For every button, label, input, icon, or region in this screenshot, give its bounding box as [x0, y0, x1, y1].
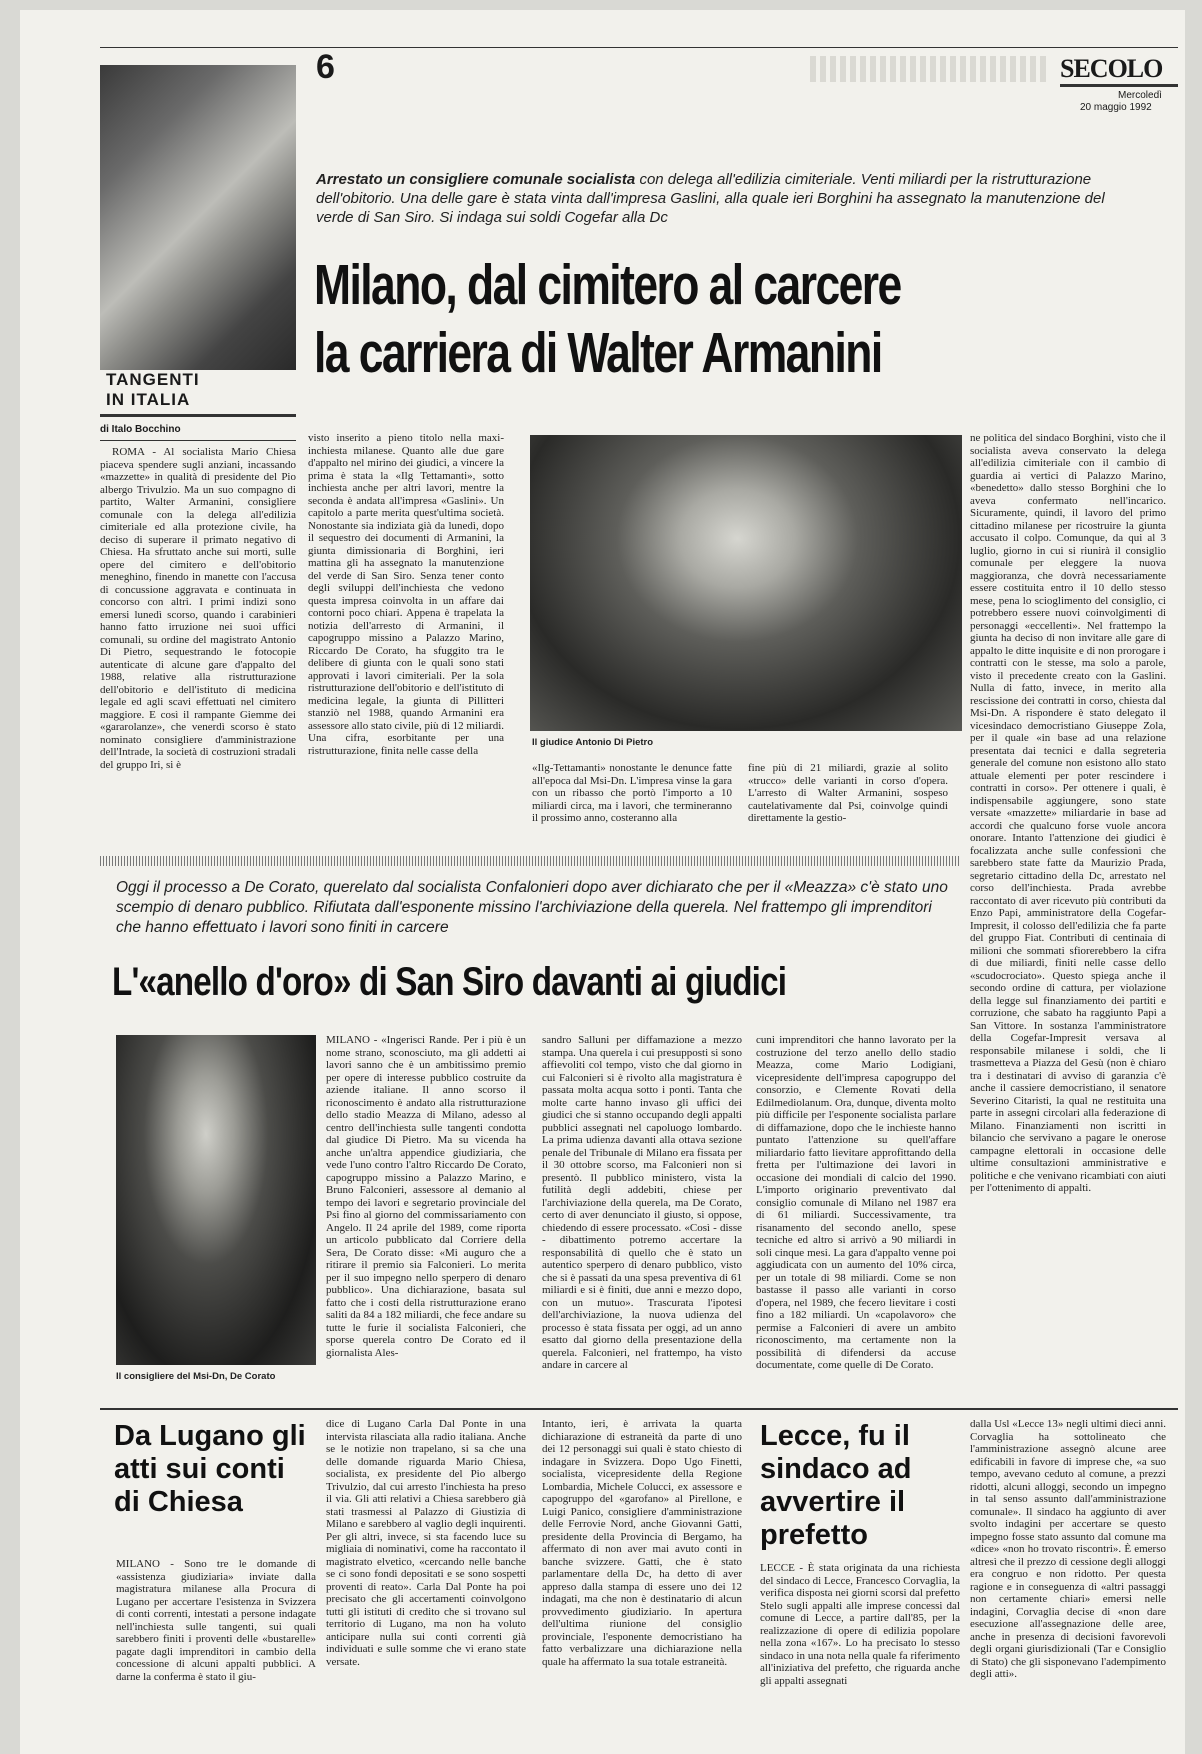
article2-col1: MILANO - «Ingerisci Rande. Per i più è un nome strano, sconosciuto, ma gli addetti ai lavori sanno che è un ambitissimo premio per opere di interesse pubblico costruite da aziende italiane. Il anno scorso il riconoscimento è andato alla ristrutturazione dello stadio Meazza di Milano, adesso al centro dell'inchiesta sulle tangenti condotta dal giudice Di Pietro. Ma su vicenda ha anche un'altra appendice giudiziaria, che vede l'uno contro l'altro Riccardo De Corato, capogruppo missino a Palazzo Marino, e Bruno Falconieri, assessore al demanio al tempo dei lavori e segretario provinciale del Psi fino al giorno del commissariamento con Angelo. Il 24 aprile del 1989, come riporta un articolo pubblicato dal Corriere della Sera, De Corato disse: «Mi auguro che a ritirare il premio sia Falconieri. Lo merita per il suo impegno nello sperpero di denaro pubblico». Una dichiarazione, basata sul fatto che i costi della ristrutturazione erano saliti da 84 a 182 miliardi, che fece andare su tutte le furie il socialista Falconieri, che sporse querela contro De Corato ed il giornalista Ales-	[326, 1034, 526, 1359]
article4-headline: Lecce, fu il sindaco ad avvertire il prefetto	[760, 1420, 912, 1551]
article1-headline-line1: Milano, dal cimitero al carcere	[314, 253, 901, 317]
paper-name: SECOLO	[1060, 54, 1163, 83]
section-label-rule	[100, 414, 296, 417]
byline-rule	[100, 440, 296, 441]
masthead-name-underline	[1060, 84, 1178, 87]
newspaper-page	[20, 10, 1185, 1754]
article2-deck: Oggi il processo a De Corato, querelato dal socialista Confalonieri dopo aver dichiarato che per il «Meazza» c'è stato uno scempio di denaro pubblico. Rifiutata dall'esponente missino l'archiviazione della querela. Nel frattempo gli imprenditori che hanno effettuato i lavori sono finiti in carcere	[116, 879, 948, 936]
section-label-line1: TANGENTI	[106, 370, 200, 389]
de-corato-photo-caption: Il consigliere del Msi-Dn, De Corato	[116, 1371, 276, 1382]
article4-col1: LECCE - È stata originata da una richiesta del sindaco di Lecce, Francesco Corvaglia, la verifica disposta nei giorni scorsi dal prefetto Stelo sugli appalti alle imprese concessi dal comune di Lecce, a partire dall'85, per la realizzazione di opere di edilizia popolare nella zona «167». Lo ha precisato lo stesso sindaco in una nota nella quale fa riferimento all'iniziativa del prefetto, che riguarda anche gli appalti assegnati	[760, 1562, 960, 1687]
article2-col3: cuni imprenditori che hanno lavorato per la costruzione del terzo anello dello stadio Meazza, come Mario Lodigiani, vicepresidente dell'impresa capogruppo del consorzio, e Clemente Rovati della Edilmediolanum. Ora, dunque, diventa molto più difficile per l'esponente socialista parlare di diffamazione, dopo che le inchieste hanno puntato l'attenzione su quell'affare miliardario fatto lievitare approfittando della fretta per l'ultimazione dei lavori in occasione dei mondiali di calcio del 1990. L'importo originario preventivato dal consiglio comunale di Milano nel 1987 era di 61 miliardi. Successivamente, tra risanamento del secondo anello, spese tecniche ed altro si arrivò a 90 miliardi in soli cinque mesi. La gara d'appalto venne poi aggiudicata con un aumento del 10% circa, per un totale di 98 miliardi. Come se non bastasse il passo alle varianti in corso d'opera, nel 1989, che fecero lievitare i costi fino a 182 miliardi. Un «capolavoro» che permise a Falconieri di avere un ambito riconoscimento, ma certamente non la possibilità di difendersi da accuse documentate, come quelle di De Corato.	[756, 1034, 956, 1371]
article1-deck-lead: Arrestato un consigliere comunale socialista	[316, 171, 636, 188]
article2-headline: L'«anello d'oro» di San Siro davanti ai giudici	[112, 960, 787, 1004]
article1-col4: fine più di 21 miliardi, grazie al solito «trucco» delle varianti in corso d'opera. L'arresto di Walter Armanini, sospeso cautelativamente dal Psi, coinvolge quindi direttamente la gestio-	[748, 762, 948, 824]
article3-headline: Da Lugano gli atti sui conti di Chiesa	[114, 1420, 306, 1518]
article1-deck-rest: con delega all'edilizia cimiteriale. Venti miliardi per la ristrutturazione dell'obitorio. Una delle gare è stata vinta dall'impresa Gaslini, alla quale ieri Borghini ha assegnato la manutenzione del verde di San Siro. Si indaga sui soldi Cogefar alla Dc	[316, 171, 1105, 226]
article1-col2: visto inserito a pieno titolo nella maxi-inchiesta milanese. Quanto alle due gare d'appalto nel mirino dei giudici, a vincere la prima è stata la «Ilg Tettamanti», sotto inchiesta anche per altri lavori, mentre la seconda è andata all'impresa «Gaslini». Un capitolo a parte merita quest'ultima società. Nonostante sia indiziata già da lunedì, dopo il sequestro dei documenti di Armanini, la giunta dimissionaria di Borghini, ieri mattina gli ha assegnato la manutenzione del verde di San Siro. Senza tener conto degli sviluppi dell'inchiesta che vedono questa impresa coinvolta in un affare dai contorni poco chiari. Appena è trapelata la notizia dell'arresto di Armanini, il capogruppo missino a Palazzo Marino, Riccardo De Corato, ha sfuggito tra le delibere di giunta con le quali sono stati approvati i lavori cimiteriali. Per la sola ristrutturazione dell'obitorio e dell'istituto di medicina legale, la giunta di Pillitteri stanziò nel 1988, quando Armanini era assessore allo stato civile, più di 12 miliardi. Una cifra, esorbitante per una ristrutturazione, finita nelle casse della	[308, 432, 504, 757]
lower-separator	[100, 1408, 1178, 1410]
article1-headline-line2: la carriera di Walter Armanini	[314, 321, 882, 385]
article3-col2: dice di Lugano Carla Dal Ponte in una intervista rilasciata alla radio italiana. Anche se le notizie non trapelano, si sa che una delle domande riguarda Mario Chiesa, socialista, ex presidente del Pio albergo Trivulzio, dal cui arresto l'inchiesta ha preso il via. Gli atti relativi a Chiesa sarebbero già stati trasmessi al Palazzo di Giustizia di Milano e sarebbero al vaglio degli inquirenti. Per gli altri, invece, si sta facendo luce su migliaia di nominativi, come ha raccontato il magistrato elvetico, «cercando nelle banche se ci sono fondi depositati e se sono sospetti proventi di reato». Carla Dal Ponte ha poi precisato che gli accertamenti coinvolgono tutti gli istituti di credito che si trovano sul territorio di Lugano, ma non ha voluto anticipare nulla sui conti correnti già individuati e sulle somme che vi erano state versate.	[326, 1418, 526, 1668]
de-corato-photo	[116, 1035, 316, 1365]
top-rule	[100, 47, 1178, 48]
section-label-line2: IN ITALIA	[106, 390, 191, 409]
faded-masthead-mark	[810, 56, 1050, 82]
masthead-date: 20 maggio 1992	[1080, 102, 1152, 113]
article3-col1: MILANO - Sono tre le domande di «assistenza giudiziaria» inviate dalla magistratura milanese alla Procura di Lugano per accertare l'esistenza in Svizzera di conti correnti, intestati a persone indagate nell'inchiesta sulle tangenti, sui quali sarebbero finiti i proventi delle «bustarelle» pagate dagli imprenditori in cambio della concessione di alcuni appalti pubblici. A darne la conferma è stato il giu-	[116, 1558, 316, 1683]
article1-byline: di Italo Bocchino	[100, 424, 181, 435]
article1-col5: ne politica del sindaco Borghini, visto che il socialista aveva conservato la delega all'edilizia cimiteriale con il cambio di guardia ai vertici di Palazzo Marino, «benedetto» dallo stesso Borghini che lo aveva confermato nell'incarico. Sicuramente, quindi, il lavoro del primo cittadino milanese per ricostruire la giunta accusato il colpo. Comunque, da qui al 3 luglio, giorno in cui si riunirà il consiglio comunale per eleggere la nuova maggioranza, che dovrà necessariamente essere costituita entro il 10 dello stesso mese, pena lo scioglimento del consiglio, ci potrebbero essere nuovi coinvolgimenti di personaggi «eccellenti». Nel frattempo la giunta ha deciso di non invitare alle gare di appalto le ditte inquisite e di non prorogare i contratti con le stesse, ma solo a parole, visto il precedente creato con la Gaslini. Nulla di fatto, invece, in merito alla rescissione dei contratti in corso, chiesta dal Msi-Dn. A rispondere è stato delegato il vicesindaco democristiano Giuseppe Zola, per il quale «in base ad una relazione presentata dai tecnici e dalla segreteria generale del comune non esistono allo stato attuale elementi per poter rescindere i contratti in corso». Per ottenere i quali, è indispensabile aggiungere, sono state versate «mazzette» miliardarie in base ad accordi che qualcuno forse vuole ancora onorare. Intanto l'attenzione dei giudici è focalizzata anche sulle confessioni che sarebbero state fatte da Maurizio Prada, segretario cittadino della Dc, arrestato nel corso dell'inchiesta. Prada avrebbe raccontato di aver ricevuto più contributi da Enzo Papi, amministratore della Cogefar-Impresit, il colosso dell'edilizia che fa parte del gruppo Fiat. Contributi di centinaia di milioni che sommati sfiorerebbero la cifra di due miliardi, finiti nelle casse dello «scudocrociato». Questo spiega anche il secondo ordine di cattura, per violazione della legge sul finanziamento dei partiti e corruzione, che sabato ha raggiunto Papi a San Vittore. In sostanza l'amministratore della Cogefar-Impresit versava al responsabile milanese i soldi, che li trasmetteva a Piazza del Gesù (non è chiaro tra i destinatari di avviso di garanzia c'è anche il cassiere democristiano, il senatore Severino Citaristi, la qual ne restituita una parte in assegni circolari alla federazione di Milano. Finanziamenti non iscritti in bilancio che servivano a pagare le onerose campagne elettorali in occasione delle ultime consultazioni amministrative e politiche e che venivano ricambiati con aiuti per l'ottenimento di appalti.	[970, 432, 1166, 1194]
money-photo	[100, 65, 296, 370]
article1-col1: ROMA - Al socialista Mario Chiesa piaceva spendere sugli anziani, incassando «mazzette» in qualità di presidente del Pio albergo Trivulzio. Ma un suo compagno di partito, Walter Armanini, consigliere comunale con la delega all'edilizia cimiteriale ed alla protezione civile, ha deciso di superare il primato negativo di Chiesa. Ha sfruttato anche sui morti, sulle opere del cimitero e dell'obitorio meneghino, finendo in manette con l'accusa di concussione aggravata e continuata in concorso con altri. I primi indizi sono emersi lunedì scorso, quando i carabinieri hanno fatto irruzione nei suoi uffici comunali, su ordine del magistrato Antonio Di Pietro, sequestrando le fotocopie autenticate di alcune gare d'appalto del 1988, relative alla ristrutturazione dell'obitorio e dell'istituto di medicina legale ed agli scavi effettuati nel cimitero maggiore. E così il rampante Giemme dei «gararolanze», che venerdì scorso è stato nominato consigliere d'amministrazione dell'Intrade, la società di costruzioni stradali del gruppo Iri, si è	[100, 446, 296, 771]
di-pietro-photo-caption: Il giudice Antonio Di Pietro	[532, 737, 654, 748]
article-separator	[100, 856, 960, 866]
masthead-day: Mercoledì	[1118, 90, 1162, 101]
di-pietro-photo	[530, 435, 962, 731]
page-number: 6	[316, 48, 335, 86]
article4-col2: dalla Usl «Lecce 13» negli ultimi dieci anni. Corvaglia ha sottolineato che l'amministrazione assegnò alcune aree edificabili in favore di imprese che, «a suo tempo, avevano ceduto al comune, a prezzi ridotti, alcuni alloggi, secondo un impegno in tal senso assunto dall'amministrazione comunale». Il sindaco ha aggiunto di aver svolto indagini per accertare se questo impegno fosse stato assunto dal comune ma «dice» «non ho trovato riscontri». È emerso altresì che il prezzo di cessione degli alloggi era congruo e non ridotto. Per questa ragione e in conseguenza di «altri passaggi non certamente chiari» emersi nelle indagini, Corvaglia decise di «non dare esecuzione all'assegnazione delle aree, anche in presenza di decisioni favorevoli degli organi giurisdizionali (Tar e Consiglio di Stato) che gli sisponevano l'adempimento degli atti».	[970, 1418, 1166, 1680]
article2-col2: sandro Salluni per diffamazione a mezzo stampa. Una querela i cui presupposti si sono affievoliti col tempo, visto che dal giorno in cui Falconieri si è rivolto alla magistratura è passata molta acqua sotto i ponti. Tanta che molte carte hanno invaso gli uffici dei giudici che si stanno occupando degli appalti pubblici assegnati nel capoluogo lombardo. La prima udienza davanti alla ottava sezione penale del Tribunale di Milano era fissata per il 30 ottobre scorso, ma Falconieri non si presentò. Il pubblico ministero, vista la futilità degli addebiti, chiese per l'archiviazione della querela, ma De Corato, certo di aver denunciato il giusto, si oppose, chiedendo di essere processato. «Così - disse - dibattimento potremo accertare la responsabilità di quello che è stato un autentico sperpero di denaro pubblico, visto che si è passati da una spesa preventiva di 61 miliardi e si è finiti, due anni e mezzo dopo, con un mutuo». Trascurata l'ipotesi dell'archiviazione, la nuova udienza del processo è stata fissata per oggi, ad un anno esatto dal giorno della presentazione della querela. Falconieri, nel frattempo, ha visto andare in carcere al	[542, 1034, 742, 1371]
article1-col3: «Ilg-Tettamanti» nonostante le denunce fatte all'epoca dal Msi-Dn. L'impresa vinse la gara con un ribasso che portò l'importo a 10 miliardi circa, ma i lavori, che termineranno il prossimo anno, costeranno alla	[532, 762, 732, 824]
article1-deck	[316, 170, 1116, 227]
article3-col3: Intanto, ieri, è arrivata la quarta dichiarazione di estraneità da parte di uno dei 12 personaggi sui quali è stato chiesto di indagare in Svizzera. Dopo Ugo Finetti, socialista, vicepresidente della Regione Lombardia, Michele Colucci, ex assessore e capogruppo del «garofano» al Pirellone, e Luigi Panico, consigliere d'amministrazione delle Ferrovie Nord, anche Giovanni Gatti, presidente della Provincia di Bergamo, ha affermato di non aver mai avuto conti in banche svizzere. Gatti, che è stato parlamentare della Dc, ha detto di aver appreso dalla stampa di essere uno dei 12 indagati, ma che non è destinatario di alcun provvedimento giudiziario. In apertura dell'ultima riunione del consiglio provinciale, l'esponente democristiano ha fatto verbalizzare una dichiarazione nella quale ha affermato la sua totale estraneità.	[542, 1418, 742, 1668]
